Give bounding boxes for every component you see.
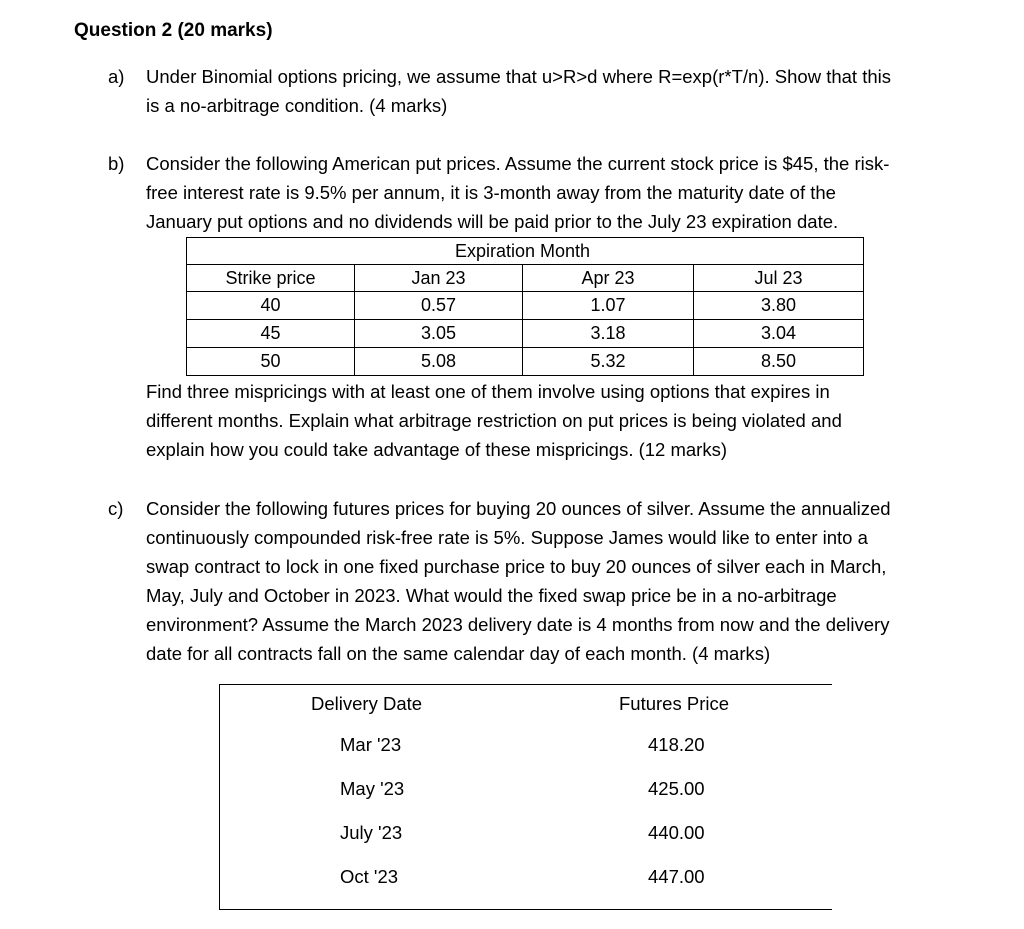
table-row (187, 292, 864, 320)
table-row (187, 320, 864, 348)
delivery-date-header: Delivery Date (311, 693, 423, 714)
table-cell: 40 (187, 292, 355, 320)
part-b-line: Consider the following American put prices. Assume the current stock price is $45, the risk- (146, 153, 890, 174)
part-b-line: free interest rate is 9.5% per annum, it is 3-month away from the maturity date of the (146, 182, 836, 203)
part-c-line: swap contract to lock in one fixed purchase price to buy 20 ounces of silver each in March, (146, 556, 887, 577)
part-c-line: continuously compounded risk-free rate is 5%. Suppose James would like to enter into a (146, 527, 868, 548)
table-cell: 3.04 (694, 320, 864, 348)
column-header: Apr 23 (523, 265, 694, 292)
delivery-date-cell: Mar '23 (340, 734, 402, 755)
part-c-line: Consider the following futures prices for buying 20 ounces of silver. Assume the annualized (146, 498, 891, 519)
part-a-line: Under Binomial options pricing, we assume that u>R>d where R=exp(r*T/n). Show that this (146, 66, 891, 87)
table-row (220, 862, 832, 892)
table-cell: 5.32 (523, 348, 694, 376)
futures-price-cell: 440.00 (648, 822, 705, 843)
part-b-followup-text (146, 377, 986, 464)
part-a-line: is a no-arbitrage condition. (4 marks) (146, 95, 448, 116)
put-prices-table (186, 237, 864, 376)
table-row (220, 774, 832, 804)
futures-price-cell: 425.00 (648, 778, 705, 799)
part-c-line: environment? Assume the March 2023 delivery date is 4 months from now and the delivery (146, 614, 890, 635)
table-cell: 5.08 (355, 348, 523, 376)
question-title: Question 2 (20 marks) (74, 20, 273, 41)
part-c-line: May, July and October in 2023. What would the fixed swap price be in a no-arbitrage (146, 585, 837, 606)
futures-table (219, 684, 832, 910)
table-cell: 50 (187, 348, 355, 376)
table-cell: 8.50 (694, 348, 864, 376)
part-a-label: a) (108, 66, 125, 87)
part-b-text (146, 149, 986, 236)
part-c-label: c) (108, 498, 124, 519)
group-header-cell (355, 238, 864, 265)
part-c-text (146, 494, 986, 668)
column-header: Jan 23 (355, 265, 523, 292)
column-header: Jul 23 (694, 265, 864, 292)
expiration-month-header: Expiration Month (454, 241, 591, 261)
delivery-date-cell: July '23 (340, 822, 403, 843)
table-row (187, 348, 864, 376)
table-cell: 1.07 (523, 292, 694, 320)
table-row (220, 730, 832, 760)
part-b-label: b) (108, 153, 125, 174)
part-b-line: January put options and no dividends will be paid prior to the July 23 expiration date. (146, 211, 839, 232)
futures-price-cell: 447.00 (648, 866, 705, 887)
delivery-date-cell: May '23 (340, 778, 405, 799)
part-a-text (146, 62, 986, 120)
table-row (220, 818, 832, 848)
table-cell: 3.80 (694, 292, 864, 320)
table-cell: 0.57 (355, 292, 523, 320)
futures-price-header: Futures Price (619, 693, 730, 714)
table-cell: 3.05 (355, 320, 523, 348)
futures-price-cell: 418.20 (648, 734, 705, 755)
group-header-spacer (187, 238, 355, 265)
part-b-followup-line: explain how you could take advantage of these mispricings. (12 marks) (146, 439, 727, 460)
part-c-line: date for all contracts fall on the same calendar day of each month. (4 marks) (146, 643, 771, 664)
part-b-followup-line: Find three mispricings with at least one of them involve using options that expires in (146, 381, 830, 402)
table-cell: 45 (187, 320, 355, 348)
column-header: Strike price (187, 265, 355, 292)
table-cell: 3.18 (523, 320, 694, 348)
part-b-followup-line: different months. Explain what arbitrage restriction on put prices is being violated and (146, 410, 842, 431)
delivery-date-cell: Oct '23 (340, 866, 399, 887)
